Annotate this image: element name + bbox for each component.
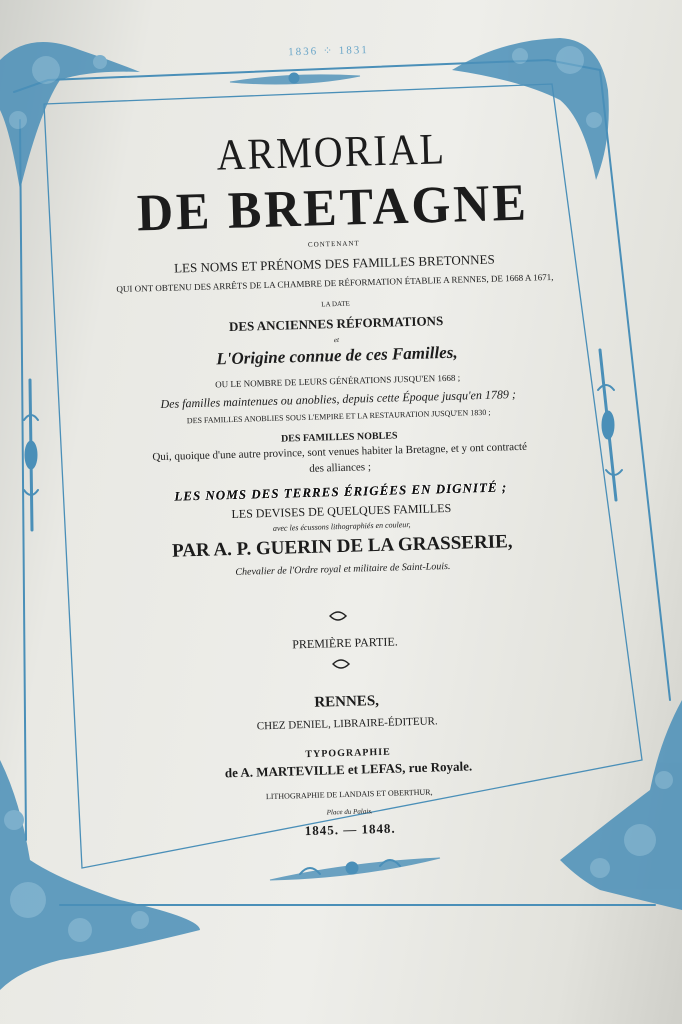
premiere-partie-line: PREMIÈRE PARTIE. [292, 634, 398, 652]
author-line: PAR A. P. GUERIN DE LA GRASSERIE, [171, 531, 513, 562]
et-label: et [333, 335, 340, 345]
la-date-label: LA DATE [321, 299, 350, 309]
devises-line: LES DEVISES DE QUELQUES FAMILLES [231, 500, 452, 522]
generations-line: OU LE NOMBRE DE LEURS GÉNÉRATIONS JUSQU'EN 1668 ; [215, 372, 461, 390]
years-line: 1845. — 1848. [304, 820, 396, 839]
marteville-line: de A. MARTEVILLE et LEFAS, rue Royale. [224, 758, 473, 781]
anoblies-line: DES FAMILLES ANOBLIES SOUS L'EMPIRE ET LA RESTAURATION JUSQU'EN 1830 ; [186, 407, 491, 426]
noms-prenoms-line: LES NOMS ET PRÉNOMS DES FAMILLES BRETONNES [173, 251, 495, 276]
chez-deniel-line: CHEZ DENIEL, LIBRAIRE-ÉDITEUR. [256, 715, 438, 733]
qui-line-1: Qui, quoique d'une autre province, sont venues habiter la Bretagne, et y ont contracté [152, 440, 528, 464]
origine-line: L'Origine connue de ces Familles, [216, 342, 458, 369]
arrets-line: QUI ONT OBTENU DES ARRÊTS DE LA CHAMBRE DE RÉFORMATION ÉTABLIE A RENNES, DE 1668 A 1671, [116, 271, 554, 295]
ecussons-line: avec les écussons lithographiés en couleur, [272, 520, 411, 533]
terres-line: LES NOMS DES TERRES ÉRIGÉES EN DIGNITÉ ; [174, 479, 508, 504]
qui-line-2: des alliances ; [309, 461, 372, 475]
nobles-line: DES FAMILLES NOBLES [280, 430, 398, 445]
anciennes-reformations-line: DES ANCIENNES RÉFORMATIONS [228, 313, 444, 335]
contenant-label: CONTENANT [307, 239, 360, 249]
rennes-line: RENNES, [314, 692, 380, 711]
maintenues-line: Des familles maintenues ou anoblies, depuis cette Époque jusqu'en 1789 ; [160, 387, 517, 411]
chevalier-line: Chevalier de l'Ordre royal et militaire de Saint-Louis. [235, 560, 451, 578]
place-line: Place du Palais. [326, 807, 373, 817]
header-marks: 1836 ⁘ 1831 [287, 44, 369, 59]
title-line-1: ARMORIAL [215, 123, 447, 180]
typographie-label: TYPOGRAPHIE [305, 746, 391, 761]
title-line-2: DE BRETAGNE [136, 172, 530, 242]
lithographie-line: LITHOGRAPHIE DE LANDAIS ET OBERTHUR, [265, 787, 433, 802]
